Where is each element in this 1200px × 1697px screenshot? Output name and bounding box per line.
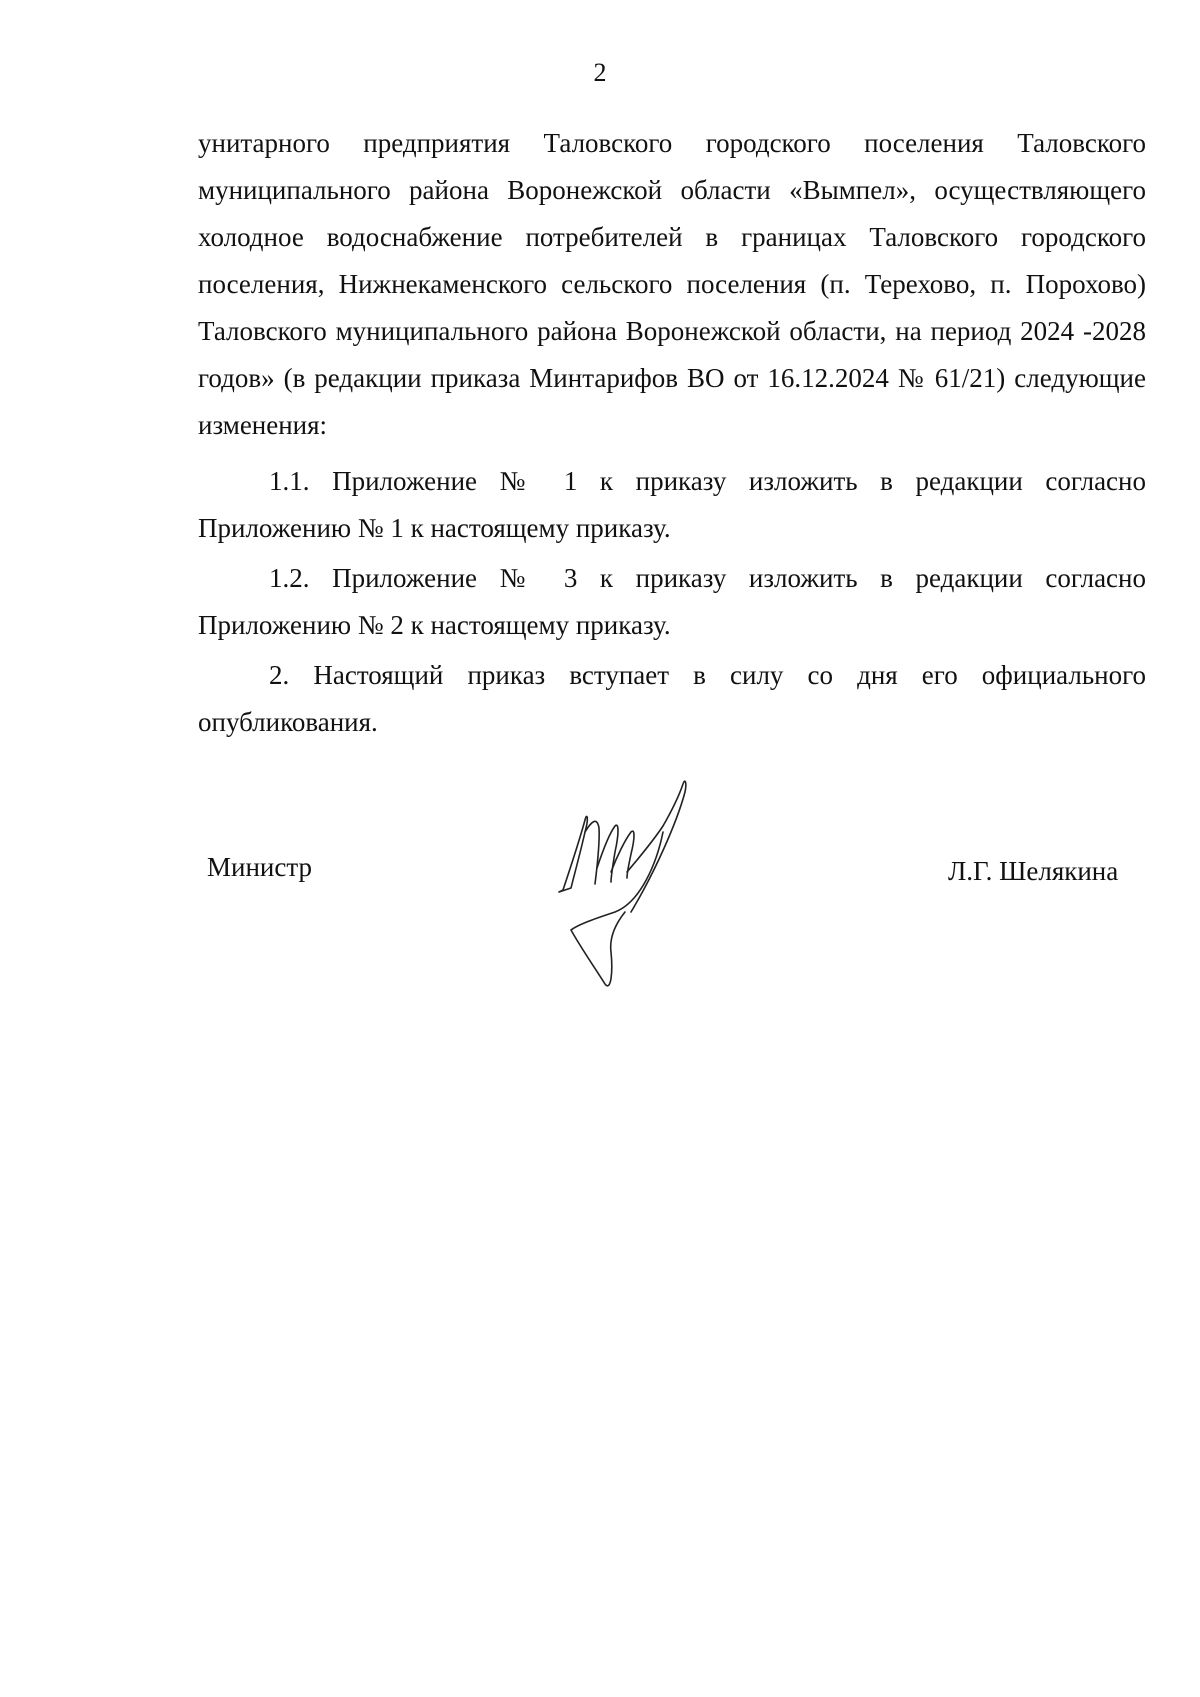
signatory-title: Министр <box>207 852 312 882</box>
paragraph-continuation: унитарного предприятия Таловского городского поселения Таловского муниципального района Воронежской области «Вымпел», осуществляющего холодное водоснабжение потребителей в границах Таловского городского поселения, Нижнекаменского сельского поселения (п. Терехово, п. Порохово) Таловского муниципального района Воронежской области, на период 2024 -2028 годов» (в редакции приказа Минтарифов ВО от 16.12.2024 № 61/21) следующие изменения: <box>198 128 1146 440</box>
paragraph-item-1-1: 1.1. Приложение № 1 к приказу изложить в редакции согласно Приложению № 1 к настоящему приказу. <box>198 466 1146 543</box>
handwritten-signature-icon <box>545 772 715 1002</box>
paragraph-item-1-2: 1.2. Приложение № 3 к приказу изложить в редакции согласно Приложению № 2 к настоящему приказу. <box>198 563 1146 640</box>
signatory-name: Л.Г. Шелякина <box>948 856 1119 886</box>
page-number: 2 <box>593 58 607 87</box>
paragraph-item-2: 2. Настоящий приказ вступает в силу со дня его официального опубликования. <box>198 660 1146 737</box>
